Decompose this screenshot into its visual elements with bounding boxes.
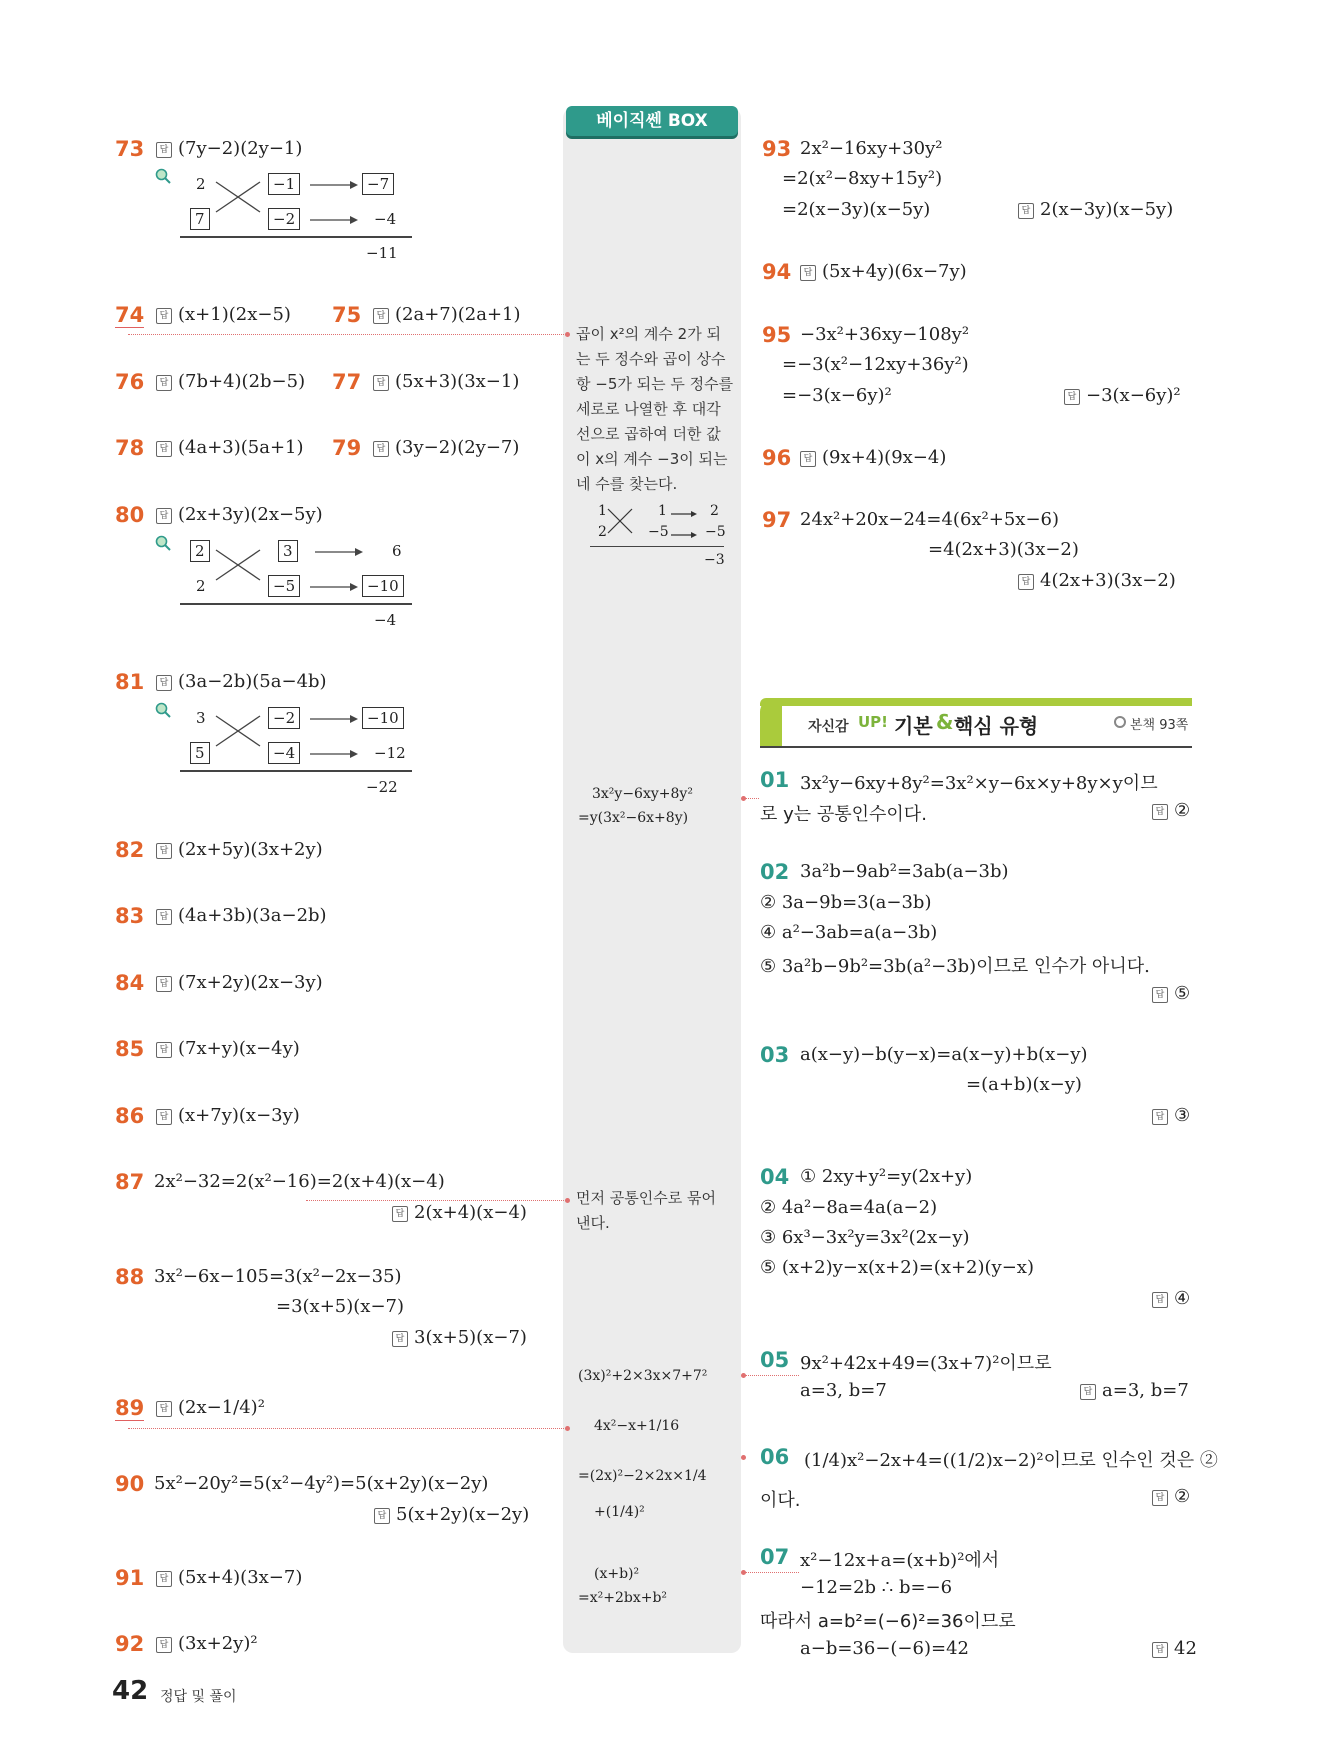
solution-line: 2x²−32=2(x²−16)=2(x+4)(x−4): [154, 1171, 445, 1192]
answer: [156, 1397, 265, 1418]
answer-text: (5x+4)(3x−7): [178, 1567, 303, 1588]
answer-text: (x+7y)(x−3y): [178, 1105, 300, 1126]
diagram-number: −7: [362, 173, 394, 195]
answer-text: (2x−1/4)²: [178, 1397, 265, 1418]
problem-number: 93: [762, 137, 792, 161]
solution-line: 3x²y−6xy+8y²=3x²×y−6x×y+8y×y이므: [800, 773, 1158, 794]
answer: [1152, 983, 1190, 1004]
solution-line: 5x²−20y²=5(x²−4y²)=5(x+2y)(x−2y): [154, 1473, 489, 1494]
diagram-number: 2: [196, 577, 206, 595]
leader-dot: [741, 1455, 746, 1460]
answer: [1018, 199, 1173, 220]
solution-line: =4(2x+3)(3x−2): [928, 539, 1079, 560]
side-equation: =(2x)²−2×2x×1/4: [578, 1468, 707, 1484]
answer: [156, 1633, 258, 1654]
diagram-number: 6: [392, 542, 402, 560]
answer-text: (7b+4)(2b−5): [178, 371, 306, 392]
answer-mark-icon: [156, 1637, 172, 1653]
answer: [156, 1105, 300, 1126]
cross-arrows: [210, 538, 410, 608]
answer-text: (3a−2b)(5a−4b): [178, 671, 327, 692]
solution-line: ② 3a−9b=3(a−3b): [760, 892, 932, 913]
diagram-number: −12: [374, 744, 406, 762]
diagram-number: −22: [366, 778, 398, 796]
answer-mark-icon: [1152, 1109, 1168, 1125]
section-title: 기본: [894, 714, 933, 738]
answer: [156, 371, 305, 392]
answer-text: 3(x+5)(x−7): [414, 1327, 527, 1348]
answer: [1018, 570, 1176, 591]
solution-line: =−3(x−6y)²: [782, 385, 892, 406]
problem-number: 97: [762, 508, 792, 532]
side-note: 곱이 x²의 계수 2가 되는 두 정수와 곱이 상수항 −5가 되는 두 정수를 세로로 나열한 후 대각선으로 곱하여 더한 값이 x의 계수 −3이 되는 네 수를 찾는다.: [576, 325, 734, 493]
magnifier-icon: [155, 535, 171, 551]
diagram-number: −2: [268, 208, 300, 230]
answer: [373, 371, 519, 392]
side-equation: +(1/4)²: [594, 1504, 645, 1520]
diagram-number: 1: [658, 503, 667, 519]
solution-line: 이다.: [760, 1490, 801, 1511]
answer-mark-icon: [1152, 1642, 1168, 1658]
problem-number: 90: [115, 1472, 145, 1496]
refresh-icon: [1114, 716, 1126, 728]
problem-number: 94: [762, 260, 792, 284]
solution-line: =2(x−3y)(x−5y): [782, 199, 931, 220]
leader-line: [745, 1572, 799, 1573]
leader-dot: [565, 1426, 570, 1431]
answer-mark-icon: [1152, 804, 1168, 820]
answer-text: (7y−2)(2y−1): [178, 138, 303, 159]
cross-arrows: [210, 704, 410, 774]
answer-text: ④: [1174, 1288, 1191, 1309]
divider: [180, 603, 412, 605]
diagram-number: −11: [366, 244, 398, 262]
section-amp: &: [936, 710, 954, 734]
answer-mark-icon: [373, 441, 389, 457]
answer: [373, 437, 519, 458]
answer-mark-icon: [1064, 389, 1080, 405]
answer-text: 2(x+4)(x−4): [414, 1202, 527, 1223]
answer-text: ⑤: [1174, 983, 1191, 1004]
answer-mark-icon: [1152, 1292, 1168, 1308]
diagram-number: 3: [278, 540, 298, 562]
answer-text: a=3, b=7: [1102, 1380, 1189, 1401]
answer-mark-icon: [156, 1571, 172, 1587]
problem-number: 75: [332, 303, 362, 327]
solution-line: =2(x²−8xy+15y²): [782, 168, 943, 189]
solution-line: −3x²+36xy−108y²: [800, 324, 970, 345]
side-equation: (3x)²+2×3x×7+7²: [578, 1368, 708, 1384]
answer: [156, 504, 323, 525]
section-up: UP!: [858, 713, 889, 731]
answer-mark-icon: [800, 451, 816, 467]
answer-text: 5(x+2y)(x−2y): [396, 1504, 530, 1525]
answer-mark-icon: [156, 909, 172, 925]
answer-mark-icon: [373, 375, 389, 391]
problem-number: 86: [115, 1104, 145, 1128]
diagram-number: −10: [362, 575, 404, 597]
answer-mark-icon: [392, 1206, 408, 1222]
leader-line: [128, 334, 566, 335]
answer: [156, 905, 327, 926]
solution-line: =3(x+5)(x−7): [276, 1296, 404, 1317]
answer-mark-icon: [1152, 987, 1168, 1003]
diagram-number: −3: [704, 552, 725, 568]
question-number: 05: [760, 1348, 790, 1372]
side-equation: 4x²−x+1/16: [594, 1418, 680, 1434]
answer: [156, 1567, 302, 1588]
answer: [392, 1202, 527, 1223]
answer-mark-icon: [1080, 1384, 1096, 1400]
answer-mark-icon: [156, 1042, 172, 1058]
diagram-number: 2: [710, 503, 719, 519]
answer-text: (4a+3)(5a+1): [178, 437, 304, 458]
answer: [1152, 1486, 1190, 1507]
answer-text: 42: [1174, 1638, 1197, 1659]
answer-mark-icon: [374, 1508, 390, 1524]
answer: [156, 839, 323, 860]
answer-text: ③: [1174, 1105, 1191, 1126]
answer: [1080, 1380, 1189, 1401]
solution-line: ① 2xy+y²=y(2x+y): [800, 1166, 973, 1187]
divider: [180, 770, 412, 772]
magnifier-icon: [155, 168, 171, 184]
solution-line: =(a+b)(x−y): [966, 1074, 1082, 1095]
page-number: 42: [112, 1676, 149, 1706]
answer-mark-icon: [392, 1331, 408, 1347]
section-tag: 자신감: [808, 719, 849, 735]
problem-number: 79: [332, 436, 362, 460]
answer-text: (3x+2y)²: [178, 1633, 258, 1654]
problem-number: 92: [115, 1632, 145, 1656]
leader-dot: [565, 1198, 570, 1203]
answer-text: (5x+4y)(6x−7y): [822, 261, 967, 282]
answer: [800, 447, 946, 468]
solution-line: ② 4a²−8a=4a(a−2): [760, 1197, 938, 1218]
answer-text: (9x+4)(9x−4): [822, 447, 947, 468]
solution-line: 3x²−6x−105=3(x²−2x−35): [154, 1266, 402, 1287]
answer-mark-icon: [156, 441, 172, 457]
answer: [156, 437, 304, 458]
cross-arrows: [210, 170, 410, 240]
solution-line: 3a²b−9ab²=3ab(a−3b): [800, 861, 1009, 882]
answer: [373, 304, 521, 325]
problem-number: 77: [332, 370, 362, 394]
answer-text: (2x+3y)(2x−5y): [178, 504, 323, 525]
answer-mark-icon: [156, 1401, 172, 1417]
solution-line: 9x²+42x+49=(3x+7)²이므로: [800, 1353, 1052, 1374]
solution-line: 로 y는 공통인수이다.: [760, 804, 927, 825]
answer-text: ②: [1174, 800, 1191, 821]
answer-mark-icon: [373, 308, 389, 324]
section-title: 핵심 유형: [954, 714, 1039, 738]
diagram-number: −10: [362, 707, 404, 729]
diagram-number: −2: [268, 707, 300, 729]
side-equation: =x²+2bx+b²: [578, 1590, 668, 1606]
diagram-number: 3: [196, 709, 206, 727]
solution-line: 24x²+20x−24=4(6x²+5x−6): [800, 509, 1060, 530]
footer-label: 정답 및 풀이: [160, 1689, 237, 1705]
diagram-number: −5: [705, 524, 726, 540]
answer-mark-icon: [156, 843, 172, 859]
answer-mark-icon: [156, 375, 172, 391]
answer-mark-icon: [1018, 203, 1034, 219]
solution-line: ⑤ 3a²b−9b²=3b(a²−3b)이므로 인수가 아니다.: [760, 956, 1150, 977]
answer: [156, 138, 302, 159]
answer-text: (2a+7)(2a+1): [395, 304, 521, 325]
leader-dot: [565, 332, 570, 337]
diagram-number: −5: [268, 575, 300, 597]
diagram-number: −1: [268, 173, 300, 195]
problem-number: 84: [115, 971, 145, 995]
diagram-number: −5: [648, 524, 669, 540]
answer: [156, 972, 323, 993]
answer: [156, 304, 291, 325]
solution-line: a(x−y)−b(y−x)=a(x−y)+b(x−y): [800, 1044, 1088, 1065]
diagram-number: 7: [190, 208, 210, 230]
problem-number: 80: [115, 503, 145, 527]
cross-arrows: [606, 505, 716, 545]
diagram-number: −4: [374, 210, 397, 228]
solution-line: ③ 6x³−3x²y=3x²(2x−y): [760, 1227, 970, 1248]
question-number: 06: [760, 1445, 790, 1469]
question-number: 07: [760, 1545, 790, 1569]
problem-number: 96: [762, 446, 792, 470]
problem-number: 95: [762, 323, 792, 347]
answer-mark-icon: [156, 308, 172, 324]
answer-mark-icon: [800, 265, 816, 281]
answer-text: (7x+2y)(2x−3y): [178, 972, 323, 993]
answer-mark-icon: [1152, 1490, 1168, 1506]
solution-line: a=3, b=7: [800, 1380, 887, 1401]
answer-text: ②: [1174, 1486, 1191, 1507]
side-note: 먼저 공통인수로 묶어 낸다.: [576, 1189, 716, 1232]
problem-number: 76: [115, 370, 145, 394]
answer-text: (x+1)(2x−5): [178, 304, 291, 325]
diagram-number: 2: [190, 540, 210, 562]
side-equation: =y(3x²−6x+8y): [578, 810, 689, 826]
problem-number: 82: [115, 838, 145, 862]
solution-line: 2x²−16xy+30y²: [800, 138, 943, 159]
problem-number: 83: [115, 904, 145, 928]
question-number: 04: [760, 1165, 790, 1189]
problem-number: 73: [115, 137, 145, 161]
problem-number: 85: [115, 1037, 145, 1061]
answer-mark-icon: [156, 508, 172, 524]
magnifier-icon: [155, 702, 171, 718]
solution-line: −12=2b ∴ b=−6: [800, 1577, 953, 1598]
answer-text: (3y−2)(2y−7): [395, 437, 520, 458]
answer-mark-icon: [1018, 574, 1034, 590]
problem-number: 87: [115, 1170, 145, 1194]
answer-mark-icon: [156, 675, 172, 691]
answer-mark-icon: [156, 976, 172, 992]
solution-line: (1/4)x²−2x+4=((1/2)x−2)²이므로 인수인 것은 ②: [804, 1450, 1218, 1471]
answer-mark-icon: [156, 142, 172, 158]
leader-line: [745, 798, 759, 799]
solution-line: ④ a²−3ab=a(a−3b): [760, 922, 938, 943]
answer: [1152, 1105, 1190, 1126]
section-ref: 본책 93쪽: [1130, 718, 1189, 733]
answer-text: 2(x−3y)(x−5y): [1040, 199, 1174, 220]
diagram-number: −4: [374, 611, 397, 629]
diagram-number: 2: [598, 524, 607, 540]
answer: [1152, 1638, 1197, 1659]
diagram-number: 5: [190, 742, 210, 764]
answer: [374, 1504, 529, 1525]
question-number: 02: [760, 860, 790, 884]
answer: [1152, 1288, 1190, 1309]
diagram-number: −4: [268, 742, 300, 764]
answer: [1064, 385, 1181, 406]
answer-text: 4(2x+3)(3x−2): [1040, 570, 1176, 591]
solution-line: x²−12x+a=(x+b)²에서: [800, 1550, 1000, 1571]
answer-text: (7x+y)(x−4y): [178, 1038, 300, 1059]
section-bar: [760, 698, 1192, 706]
question-number: 01: [760, 768, 790, 792]
answer-text: (5x+3)(3x−1): [395, 371, 520, 392]
answer-text: (4a+3b)(3a−2b): [178, 905, 327, 926]
solution-line: 따라서 a=b²=(−6)²=36이므로: [760, 1611, 1016, 1632]
answer: [1152, 800, 1190, 821]
answer-text: (2x+5y)(3x+2y): [178, 839, 323, 860]
answer: [156, 671, 327, 692]
problem-number: 91: [115, 1566, 145, 1590]
leader-line: [745, 1375, 799, 1376]
section-header: [760, 698, 1192, 748]
answer: [156, 1038, 300, 1059]
side-equation: (x+b)²: [594, 1566, 640, 1582]
solution-line: a−b=36−(−6)=42: [800, 1638, 969, 1659]
problem-number: 88: [115, 1265, 145, 1289]
section-accent: [760, 698, 782, 746]
problem-number: 78: [115, 436, 145, 460]
problem-number: 89: [115, 1396, 145, 1420]
leader-line: [128, 1428, 566, 1429]
divider: [590, 546, 724, 547]
divider: [180, 236, 412, 238]
side-equation: 3x²y−6xy+8y²: [592, 786, 693, 802]
answer-mark-icon: [156, 1109, 172, 1125]
solution-line: =−3(x²−12xy+36y²): [782, 354, 969, 375]
answer: [392, 1327, 527, 1348]
diagram-number: 2: [196, 175, 206, 193]
diagram-number: 1: [598, 503, 607, 519]
question-number: 03: [760, 1043, 790, 1067]
solution-line: ⑤ (x+2)y−x(x+2)=(x+2)(y−x): [760, 1257, 1034, 1278]
problem-number: 74: [115, 303, 145, 327]
leader-line: [306, 1200, 566, 1201]
box-title: 베이직쎈 BOX: [566, 106, 738, 136]
answer-text: −3(x−6y)²: [1086, 385, 1181, 406]
answer: [800, 261, 967, 282]
problem-number: 81: [115, 670, 145, 694]
